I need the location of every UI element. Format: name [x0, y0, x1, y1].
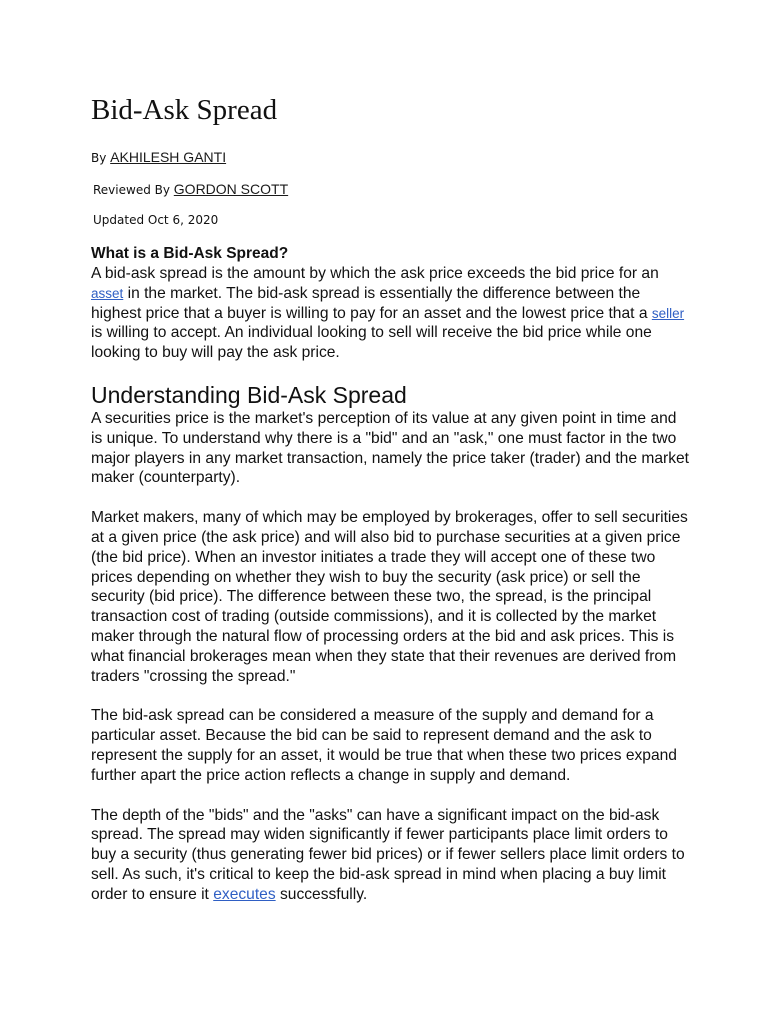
- paragraph-4-text-2: successfully.: [275, 885, 368, 903]
- intro-paragraph: [91, 264, 691, 363]
- paragraph-4-text-1: The depth of the "bids" and the "asks" can have a significant impact on the bid-ask spread. The spread may widen significantly if fewer participants place limit orders to buy a security (thus generating fewer bid prices) or if fewer sellers place limit orders to sell. As such, it's critical to keep the bid-ask spread in mind when placing a buy limit order to ensure it: [91, 806, 685, 903]
- intro-text-2: in the market. The bid-ask spread is essentially the difference between the highest price that a buyer is willing to pay for an asset and the lowest price that a: [91, 284, 652, 322]
- question-heading: What is a Bid-Ask Spread?: [91, 245, 289, 262]
- paragraph-3: The bid-ask spread can be considered a measure of the supply and demand for a particular asset. Because the bid can be said to represent demand and the ask to represent the supply for an asset, it would be true that when these two prices expand further apart the price action reflects a change in supply and demand.: [91, 707, 677, 784]
- paragraph-2: Market makers, many of which may be employed by brokerages, offer to sell securities at a given price (the ask price) and will also bid to purchase securities at a given price (the bid price). When an investor initiates a trade they will accept one of these two prices depending on whether they wish to buy the security (ask price) or sell the security (bid price). The difference between these two, the spread, is the principal transaction cost of trading (outside commissions), and it is collected by the market maker through the natural flow of processing orders at the bid and ask prices. This is what financial brokerages mean when they state that their revenues are derived from traders "crossing the spread.": [91, 509, 688, 685]
- asset-link[interactable]: asset: [91, 285, 124, 301]
- article-title: Bid-Ask Spread: [91, 94, 278, 126]
- article: [91, 92, 691, 905]
- author-link[interactable]: AKHILESH GANTI: [110, 149, 227, 165]
- section-heading: Understanding Bid-Ask Spread: [91, 381, 407, 408]
- reviewer-link[interactable]: GORDON SCOTT: [173, 181, 289, 197]
- byline-prefix: By: [91, 151, 107, 165]
- reviewed-prefix: Reviewed By: [93, 183, 170, 197]
- paragraph-1: A securities price is the market's perception of its value at any given point in time and is unique. To understand why there is a "bid" and an "ask," one must factor in the two major players in any market transaction, namely the price taker (trader) and the market maker (counterparty).: [91, 409, 690, 487]
- reviewed-by: [91, 179, 691, 200]
- paragraph-4: [91, 806, 691, 905]
- byline: [91, 147, 691, 168]
- executes-link[interactable]: executes: [213, 885, 276, 903]
- updated-date: Updated Oct 6, 2020: [93, 213, 219, 227]
- intro-text-1: A bid-ask spread is the amount by which the ask price exceeds the bid price for an: [91, 265, 659, 282]
- intro-text-3: is willing to accept. An individual looking to sell will receive the bid price while one looking to buy will pay the ask price.: [91, 324, 652, 362]
- seller-link[interactable]: seller: [651, 305, 685, 321]
